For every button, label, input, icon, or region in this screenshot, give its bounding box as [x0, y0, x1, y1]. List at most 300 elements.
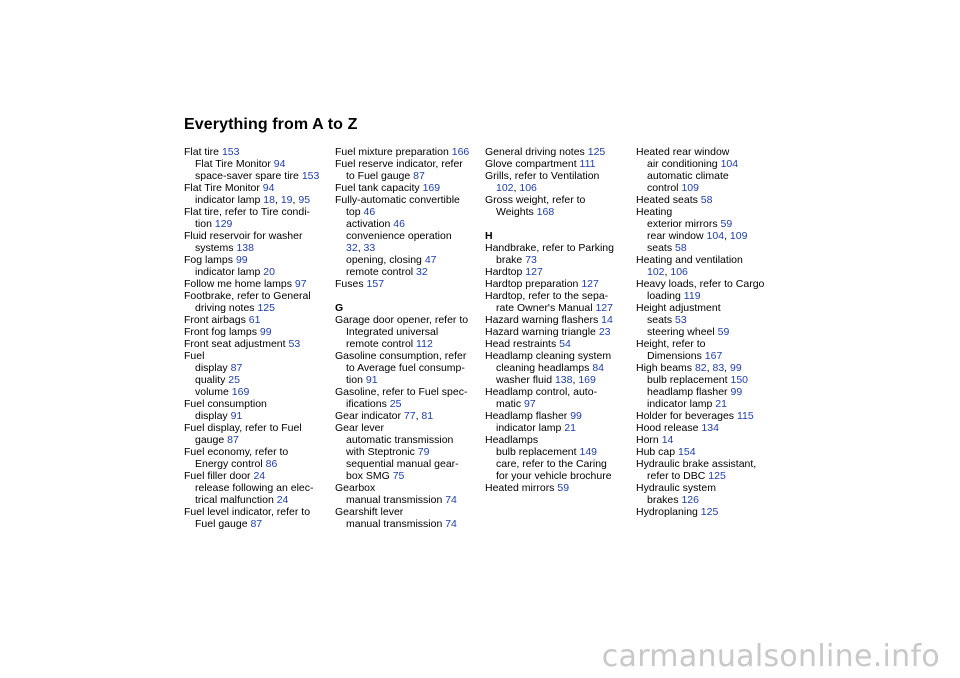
index-entry [636, 326, 786, 338]
index-entry [335, 506, 485, 518]
index-entry [485, 410, 635, 422]
index-entry-text: Headlamp flasher [485, 410, 568, 422]
index-entry [184, 158, 334, 170]
page-title: Everything from A to Z [184, 116, 358, 133]
index-column-2 [335, 146, 485, 530]
index-entry [184, 266, 334, 278]
index-entry-text: Front seat adjustment [184, 338, 286, 350]
index-entry-text: Fuel reserve indicator, refer [335, 158, 463, 170]
page-link[interactable]: 127 [525, 266, 543, 278]
page-link[interactable]: 99 [730, 362, 742, 374]
page-link[interactable]: 167 [704, 350, 723, 362]
index-entry-text: brake [496, 254, 523, 266]
index-entry-text: to Average fuel consump- [346, 362, 465, 374]
index-entry-text: Fog lamps [184, 254, 234, 266]
page-link[interactable]: 111 [579, 158, 596, 170]
index-entry-text: matic [496, 398, 522, 410]
index-entry-text: Gear indicator [335, 410, 401, 422]
page-link[interactable]: 104 [720, 158, 739, 170]
page-link[interactable]: 104 [706, 230, 725, 242]
index-entry-text: H [485, 230, 493, 242]
index-entry [636, 494, 786, 506]
index-entry-text: Hazard warning triangle [485, 326, 596, 338]
index-entry-text: Headlamps [485, 434, 539, 446]
page-link[interactable]: 77 [403, 410, 416, 422]
index-entry-text: Gearbox [335, 482, 376, 494]
index-entry-text: box SMG [346, 470, 390, 482]
index-entry [636, 410, 786, 422]
index-entry [335, 158, 485, 170]
index-entry-text: Heating and ventilation [636, 254, 743, 266]
index-entry [485, 266, 635, 278]
page-link[interactable]: 106 [519, 182, 537, 194]
index-entry [485, 362, 635, 374]
index-entry [184, 518, 334, 530]
index-entry-text: tion [346, 374, 363, 386]
index-entry-text: Hardtop, refer to the sepa- [485, 290, 609, 302]
page-link[interactable]: 102 [496, 182, 514, 194]
page-link[interactable]: 59 [717, 326, 730, 338]
index-entry-text: Fuel [184, 350, 205, 362]
index-entry-text: Head restraints [485, 338, 557, 350]
index-entry [335, 278, 485, 290]
page-link[interactable]: 102 [647, 266, 665, 278]
index-entry-text: headlamp flasher [647, 386, 728, 398]
index-entry-text: Gasoline, refer to Fuel spec- [335, 386, 468, 398]
index-entry-text: General driving notes [485, 146, 585, 158]
page-link[interactable]: 99 [730, 386, 743, 398]
index-entry [184, 290, 334, 302]
index-entry-text: Energy control [195, 458, 263, 470]
index-entry-text: Heated rear window [636, 146, 730, 158]
page-link[interactable]: 119 [683, 290, 701, 302]
index-entry-text: seats [647, 242, 673, 254]
index-entry [485, 314, 635, 326]
index-entry-text: rear window [647, 230, 704, 242]
page-link[interactable]: 95 [298, 194, 311, 206]
index-entry-text: Hardtop [485, 266, 523, 278]
index-entry [485, 338, 635, 350]
page-link[interactable]: 24 [276, 494, 289, 506]
index-entry [636, 386, 786, 398]
index-entry [485, 278, 635, 290]
index-entry-text: display [195, 410, 228, 422]
page-link[interactable]: 53 [675, 314, 687, 326]
index-entry [335, 374, 485, 386]
index-entry [335, 386, 485, 398]
page-link[interactable]: 54 [559, 338, 571, 350]
page-link[interactable]: 61 [248, 314, 261, 326]
page-link[interactable]: 115 [736, 410, 754, 422]
index-entry [636, 302, 786, 314]
index-entry-text: Heated mirrors [485, 482, 555, 494]
index-entry-text: seats [647, 314, 673, 326]
index-entry-text: brakes [647, 494, 679, 506]
index-entry [184, 506, 334, 518]
page-link[interactable]: 106 [670, 266, 688, 278]
index-entry-text: steering wheel [647, 326, 715, 338]
index-entry [636, 314, 786, 326]
page-link[interactable]: 79 [417, 446, 430, 458]
index-entry-text: indicator lamp [496, 422, 562, 434]
index-entry: Gear indicator 77, 81 [335, 410, 434, 422]
page-link[interactable]: 20 [263, 266, 275, 278]
index-entry [184, 218, 334, 230]
index-entry-text: Fuel gauge [195, 518, 248, 530]
index-entry [485, 434, 635, 446]
index-entry-text: gauge [195, 434, 225, 446]
page-link[interactable]: 47 [424, 254, 437, 266]
index-entry-text: Glove compartment [485, 158, 577, 170]
index-entry [184, 338, 334, 350]
index-entry [485, 254, 635, 266]
page-link[interactable]: 125 [708, 470, 726, 482]
page-link[interactable]: 21 [564, 422, 576, 434]
index-entry-text: Flat tire [184, 146, 220, 158]
index-entry [184, 302, 334, 314]
index-entry [485, 350, 635, 362]
page-link[interactable]: 91 [230, 410, 243, 422]
page-link[interactable]: 58 [675, 242, 687, 254]
page-link[interactable]: 19 [280, 194, 293, 206]
index-entry [636, 158, 786, 170]
index-entry-text: Gear lever [335, 422, 385, 434]
index-entry [184, 482, 334, 494]
page-link[interactable]: 33 [363, 242, 376, 254]
index-entry-text: Grills, refer to Ventilation [485, 170, 600, 182]
index-entry-text: refer to DBC [647, 470, 706, 482]
page-link[interactable]: 112 [416, 338, 433, 350]
index-entry-text: High beams [636, 362, 693, 374]
index-entry [485, 458, 635, 470]
page-link[interactable]: 169 [578, 374, 596, 386]
index-entry [485, 398, 635, 410]
index-entry [184, 206, 334, 218]
index-entry-text: Footbrake, refer to General [184, 290, 311, 302]
index-entry [636, 470, 786, 482]
page-link[interactable]: 53 [288, 338, 301, 350]
index-entry-text: indicator lamp [195, 194, 261, 206]
index-entry-text: activation [346, 218, 391, 230]
page-link[interactable]: 74 [445, 518, 457, 530]
index-entry: indicator lamp 18, 19, 95 [195, 194, 311, 206]
index-entry [485, 194, 635, 206]
index-entry [335, 254, 485, 266]
index-entry-text: air conditioning [647, 158, 718, 170]
index-entry-text: Garage door opener, refer to [335, 314, 469, 326]
index-entry-text: volume [195, 386, 229, 398]
page-link[interactable]: 74 [445, 494, 457, 506]
index-entry [184, 410, 334, 422]
index-entry-text: Flat Tire Monitor [195, 158, 271, 170]
index-entry-text: Fluid reservoir for washer [184, 230, 303, 242]
index-entry-text: automatic transmission [346, 434, 454, 446]
index-entry-text: for your vehicle brochure [496, 470, 612, 482]
index-entry-text: automatic climate [647, 170, 729, 182]
index-entry [335, 458, 485, 470]
index-entry-text: Heating [636, 206, 673, 218]
index-entry [335, 518, 485, 530]
page-link[interactable]: 14 [601, 314, 613, 326]
index-entry [184, 362, 334, 374]
page-link[interactable]: 59 [557, 482, 570, 494]
index-entry [184, 314, 334, 326]
page-link[interactable]: 138 [236, 242, 254, 254]
page-link[interactable]: 129 [214, 218, 233, 230]
index-entry: 102, 106 [496, 182, 537, 194]
page-link[interactable]: 134 [701, 422, 719, 434]
index-entry [485, 146, 635, 158]
index-entry: 102, 106 [647, 266, 688, 278]
index-entry [184, 434, 334, 446]
index-entry [335, 314, 485, 326]
page-link[interactable]: 125 [700, 506, 719, 518]
index-letter-heading [335, 302, 485, 314]
page-link[interactable]: 169 [422, 182, 441, 194]
page-link[interactable]: 87 [250, 518, 263, 530]
page-link[interactable]: 84 [592, 362, 605, 374]
index-entry [485, 242, 635, 254]
index-entry-text: manual transmission [346, 518, 443, 530]
page-link[interactable]: 99 [570, 410, 582, 422]
index-entry [636, 206, 786, 218]
index-entry [485, 302, 635, 314]
index-entry [335, 422, 485, 434]
index-entry-text: trical malfunction [195, 494, 274, 506]
index-entry-text: bulb replacement [496, 446, 577, 458]
index-entry-text: display [195, 362, 228, 374]
index-entry-text: driving notes [195, 302, 255, 314]
index-entry-text: Fuel tank capacity [335, 182, 420, 194]
index-entry-text: control [647, 182, 679, 194]
index-entry [485, 386, 635, 398]
index-entry [184, 374, 334, 386]
page-link[interactable]: 126 [681, 494, 699, 506]
page-link[interactable]: 23 [598, 326, 611, 338]
index-entry [184, 422, 334, 434]
index-entry-text: Fuel economy, refer to [184, 446, 289, 458]
index-entry-text: sequential manual gear- [346, 458, 459, 470]
page-link[interactable]: 154 [678, 446, 696, 458]
index-entry-text: bulb replacement [647, 374, 728, 386]
index-entry [636, 338, 786, 350]
index-entry [636, 242, 786, 254]
page-link[interactable]: 125 [257, 302, 275, 314]
page-link[interactable]: 94 [262, 182, 275, 194]
page-link[interactable]: 87 [230, 362, 243, 374]
page-link[interactable]: 109 [729, 230, 748, 242]
index-entry [485, 482, 635, 494]
page-link[interactable]: 91 [365, 374, 378, 386]
index-entry [335, 266, 485, 278]
page-link[interactable]: 109 [681, 182, 699, 194]
page-link[interactable]: 59 [720, 218, 733, 230]
index-entry [335, 446, 485, 458]
page-link[interactable]: 21 [715, 398, 727, 410]
index-entry-text: manual transmission [346, 494, 443, 506]
page-link[interactable]: 86 [265, 458, 278, 470]
index-entry [335, 170, 485, 182]
index-entry-text: loading [647, 290, 681, 302]
index-entry [636, 422, 786, 434]
index-entry-text: Headlamp control, auto- [485, 386, 598, 398]
page-link[interactable]: 125 [587, 146, 606, 158]
index-entry-text: care, refer to the Caring [496, 458, 607, 470]
page-link[interactable]: 46 [393, 218, 405, 230]
index-entry [184, 254, 334, 266]
index-entry [485, 470, 635, 482]
index-entry-text: quality [195, 374, 226, 386]
index-entry-text: rate Owner's Manual [496, 302, 593, 314]
index-entry [184, 398, 334, 410]
page-link[interactable]: 153 [221, 146, 240, 158]
index-entry-text: Gross weight, refer to [485, 194, 586, 206]
page-link[interactable]: 46 [363, 206, 376, 218]
page-link[interactable]: 14 [661, 434, 674, 446]
page-link[interactable]: 81 [421, 410, 434, 422]
page-link[interactable]: 169 [231, 386, 250, 398]
index-entry-text: remote control [346, 338, 414, 350]
index-entry [636, 194, 786, 206]
page-link[interactable]: 24 [253, 470, 266, 482]
page-link[interactable]: 75 [392, 470, 405, 482]
index-entry [636, 290, 786, 302]
index-entry-text: ifications [346, 398, 387, 410]
index-entry-text: exterior mirrors [647, 218, 718, 230]
index-entry [184, 350, 334, 362]
index-entry [636, 170, 786, 182]
index-entry [335, 218, 485, 230]
index-entry-text: Integrated universal [346, 326, 439, 338]
index-entry [335, 146, 485, 158]
index-entry [636, 482, 786, 494]
index-entry [636, 458, 786, 470]
index-entry [636, 146, 786, 158]
index-entry [335, 326, 485, 338]
page-link[interactable]: 127 [581, 278, 599, 290]
index-entry [184, 326, 334, 338]
index-entry-text: release following an elec- [195, 482, 314, 494]
index-entry [485, 422, 635, 434]
index-entry-text: Hydraulic system [636, 482, 716, 494]
page-link[interactable]: 127 [595, 302, 613, 314]
index-entry-text: Height adjustment [636, 302, 721, 314]
index-entry [184, 278, 334, 290]
index-entry: High beams 82, 83, 99 [636, 362, 742, 374]
index-entry-text: opening, closing [346, 254, 422, 266]
index-entry-text: Height, refer to [636, 338, 706, 350]
index-entry-text: Fuel consumption [184, 398, 267, 410]
page-link[interactable]: 94 [273, 158, 286, 170]
index-entry-text: cleaning headlamps [496, 362, 590, 374]
page-link[interactable]: 99 [235, 254, 248, 266]
index-entry [335, 398, 485, 410]
index-entry [636, 374, 786, 386]
index-entry [335, 206, 485, 218]
index-entry [184, 494, 334, 506]
index-entry-text: Flat tire, refer to Tire condi- [184, 206, 311, 218]
page-link[interactable]: 73 [525, 254, 537, 266]
index-entry-text: with Steptronic [346, 446, 415, 458]
index-column-4 [636, 146, 786, 518]
index-entry [485, 446, 635, 458]
page-link[interactable]: 32 [416, 266, 428, 278]
index-entry-text: Fuses [335, 278, 364, 290]
index-entry-text: Gasoline consumption, refer [335, 350, 467, 362]
page-link[interactable]: 87 [227, 434, 239, 446]
page-link[interactable]: 25 [228, 374, 240, 386]
index-entry [485, 326, 635, 338]
page-link[interactable]: 166 [451, 146, 470, 158]
page-link[interactable]: 149 [579, 446, 598, 458]
index-entry [184, 146, 334, 158]
index-entry [335, 434, 485, 446]
page-link[interactable]: 153 [301, 170, 320, 182]
index-entry-text: Hydroplaning [636, 506, 698, 518]
index-entry-text: Horn [636, 434, 659, 446]
index-entry-text: Fuel level indicator, refer to [184, 506, 311, 518]
page-link[interactable]: 87 [413, 170, 425, 182]
index-entry [335, 494, 485, 506]
page-link[interactable]: 99 [259, 326, 272, 338]
index-letter-heading [485, 230, 635, 242]
index-entry-text: Handbrake, refer to Parking [485, 242, 614, 254]
watermark: carmanualsonline.info [601, 639, 940, 674]
index-entry: 32, 33 [346, 242, 376, 254]
index-entry: rear window 104, 109 [647, 230, 748, 242]
page-link[interactable]: 157 [366, 278, 385, 290]
index-entry-text: Hub cap [636, 446, 676, 458]
index-entry-text: Headlamp cleaning system [485, 350, 612, 362]
page-link[interactable]: 168 [536, 206, 555, 218]
index-entry [636, 254, 786, 266]
index-entry [184, 446, 334, 458]
page-link[interactable]: 25 [389, 398, 402, 410]
index-entry-text: Fully-automatic convertible [335, 194, 460, 206]
index-entry [485, 206, 635, 218]
index-entry [636, 446, 786, 458]
page-link[interactable]: 83 [712, 362, 725, 374]
page-link[interactable]: 138 [554, 374, 573, 386]
index-entry [184, 170, 334, 182]
index-entry [485, 290, 635, 302]
index-entry [485, 158, 635, 170]
index-entry [335, 482, 485, 494]
index-entry-text: G [335, 302, 344, 314]
page-link[interactable]: 58 [700, 194, 713, 206]
page-link[interactable]: 97 [524, 398, 536, 410]
index-entry [485, 170, 635, 182]
index-entry-text: indicator lamp [647, 398, 713, 410]
page-link[interactable]: 32 [346, 242, 358, 254]
index-entry-text: systems [195, 242, 234, 254]
index-entry [184, 458, 334, 470]
page-link[interactable]: 97 [294, 278, 307, 290]
index-entry-text: Follow me home lamps [184, 278, 292, 290]
index-entry-text: convenience operation [346, 230, 452, 242]
page-link[interactable]: 18 [263, 194, 275, 206]
index-entry [636, 506, 786, 518]
index-entry [335, 338, 485, 350]
index-entry [184, 386, 334, 398]
index-entry [184, 242, 334, 254]
page-link[interactable]: 82 [694, 362, 707, 374]
page-link[interactable]: 150 [730, 374, 749, 386]
index-entry-text: washer fluid [496, 374, 553, 386]
index-entry [335, 362, 485, 374]
index-entry [335, 350, 485, 362]
index-entry-text: Holder for beverages [636, 410, 735, 422]
